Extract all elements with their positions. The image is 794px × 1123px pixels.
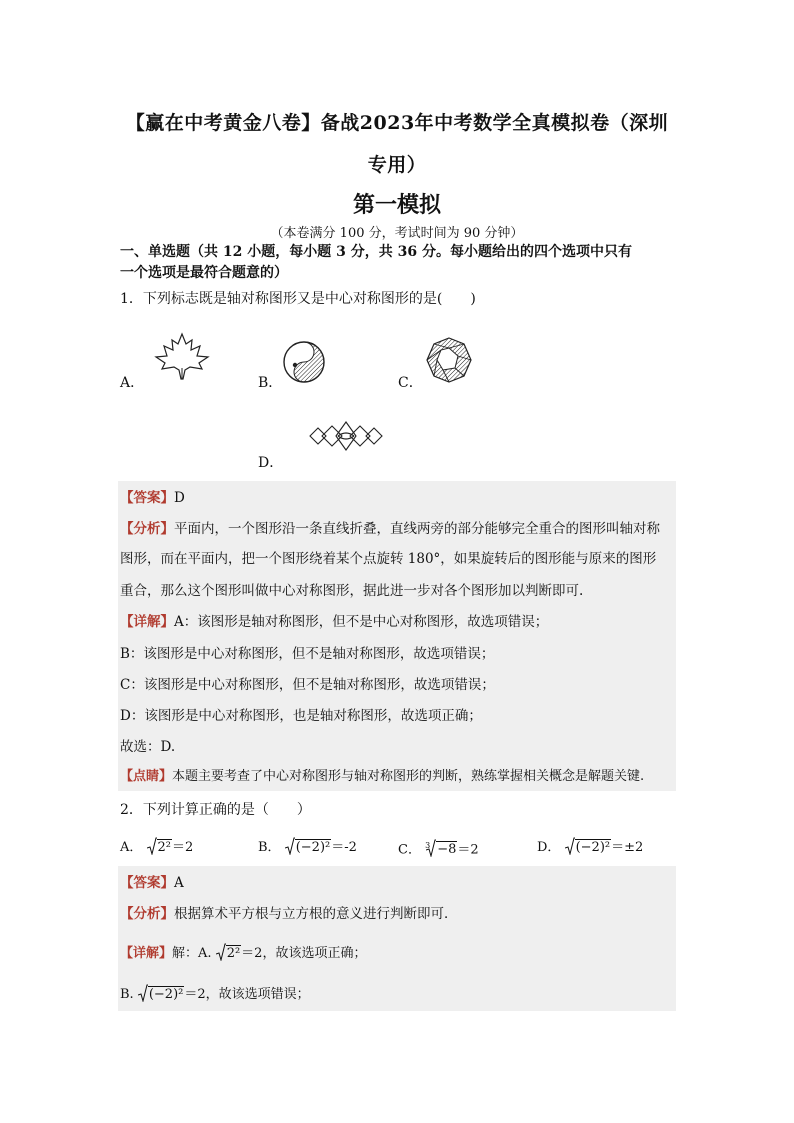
q2-option-c-label: C． (398, 842, 421, 858)
q2-detail-a-sqrt (216, 943, 241, 963)
title-line-2: 专用） (367, 154, 427, 176)
q2-option-b-sqrt (285, 837, 332, 857)
diamond-chain-figure (300, 418, 392, 454)
q2-answer-tag: 【答案】 (120, 875, 174, 891)
q2-option-c-rhs: ＝2 (457, 842, 479, 858)
q2-stem: 2．下列计算正确的是（ ） (120, 802, 311, 818)
q1-comment-tag: 【点睛】 (120, 769, 173, 784)
q2-detail-intro: 解：A. (172, 946, 212, 961)
sqrt-sign-icon (216, 943, 226, 961)
q2-option-a (120, 837, 193, 857)
q1-analysis-line3: 重合，那么这个图形叫做中心对称图形，据此进一步对各个图形加以判断即可. (120, 583, 584, 599)
q1-detail-line-b: B：该图形是中心对称图形，但不是轴对称图形，故选项错误； (120, 646, 495, 662)
q2-option-a-label: A． (120, 840, 143, 855)
q1-detail-line-d: D：该图形是中心对称图形，也是轴对称图形，故选项正确； (120, 708, 482, 724)
q2-detail-b-radicand: (−2)² (148, 987, 184, 1002)
q2-option-d (537, 837, 643, 857)
q2-option-d-rhs: ＝±2 (611, 840, 644, 855)
q1-analysis-line1 (120, 520, 660, 538)
sqrt-sign-icon (285, 837, 295, 855)
q2-b-radicand: (−2)² (295, 840, 331, 855)
q1-detail-line-a (120, 613, 548, 631)
title-line-1: 【赢在中考黄金八卷】备战2023年中考数学全真模拟卷（深圳 (125, 112, 669, 134)
q2-option-c-cuberoot (425, 837, 457, 859)
q2-option-d-label: D． (537, 840, 561, 855)
q2-detail-b-sqrt (138, 984, 185, 1004)
exam-note: （本卷满分 100 分，考试时间为 90 分钟） (270, 226, 524, 241)
q2-analysis-line (120, 905, 458, 923)
section-heading-line1: 一、单选题（共 12 小题，每小题 3 分，共 36 分。每小题给出的四个选项中只有 (120, 244, 632, 260)
sqrt-sign-icon (147, 837, 157, 855)
root-sign-icon (426, 839, 436, 857)
q2-detail-a-rhs: ＝2，故该选项正确； (241, 946, 367, 961)
q2-option-a-rhs: ＝2 (172, 840, 194, 855)
q1-detail-line-c: C：该图形是中心对称图形，但不是轴对称图形，故选项错误； (120, 677, 495, 693)
section-heading-line2: 一个选项是最符合题意的） (120, 265, 288, 281)
q2-answer-value: A (174, 875, 184, 891)
q1-answer-value: D (174, 490, 185, 506)
cube-root-index: 3 (425, 841, 431, 850)
q1-answer-line (120, 489, 185, 507)
q2-a-radicand: 2² (157, 840, 172, 855)
q2-option-a-sqrt (147, 837, 172, 857)
sqrt-sign-icon (138, 984, 148, 1002)
q2-detail-line-a (120, 943, 366, 963)
q1-option-c-label: C． (398, 375, 423, 391)
pinwheel-figure (425, 336, 473, 384)
q1-option-b-label: B． (258, 375, 283, 391)
q2-detail-b-label: B. (120, 987, 134, 1002)
sqrt-sign-icon (565, 837, 575, 855)
q2-detail-b-rhs: ＝2，故该选项错误； (184, 987, 310, 1002)
q2-analysis-tag: 【分析】 (120, 906, 174, 922)
q1-analysis-line2: 图形，而在平面内，把一个图形绕着某个点旋转 180°，如果旋转后的图形能与原来的图形 (120, 551, 657, 567)
q1-option-d-label: D． (258, 455, 284, 471)
q1-comment-text: 本题主要考查了中心对称图形与轴对称图形的判断，熟练掌握相关概念是解题关键. (172, 769, 645, 784)
q2-detail-a-radicand: 2² (226, 946, 241, 961)
yin-yang-figure (282, 340, 326, 384)
q2-d-radicand: (−2)² (575, 840, 611, 855)
subtitle: 第一模拟 (352, 192, 441, 218)
q2-detail-tag: 【详解】 (120, 946, 173, 961)
q1-analysis-tag: 【分析】 (120, 521, 174, 537)
q2-detail-line-b (120, 984, 310, 1004)
q2-c-radicand: −8 (437, 842, 457, 858)
q2-analysis-text: 根据算术平方根与立方根的意义进行判断即可． (174, 906, 458, 922)
q1-detail-tag: 【详解】 (120, 614, 174, 630)
q1-answer-tag: 【答案】 (120, 490, 174, 506)
q2-option-b-label: B． (258, 840, 281, 855)
q2-option-c (398, 837, 479, 859)
maple-leaf-figure (152, 332, 212, 380)
q1-option-a-label: A． (120, 375, 145, 391)
q1-detail-a-text: A：该图形是轴对称图形，但不是中心对称图形，故选项错误； (174, 614, 549, 630)
q2-answer-line (120, 874, 184, 892)
q1-stem: 1．下列标志既是轴对称图形又是中心对称图形的是( ) (120, 291, 476, 307)
q1-comment-line (120, 768, 644, 786)
q2-option-b-rhs: ＝-2 (331, 840, 357, 855)
q2-option-d-sqrt (565, 837, 612, 857)
q2-option-b (258, 837, 357, 857)
q1-conclusion: 故选：D. (120, 739, 176, 755)
q1-analysis-text1: 平面内，一个图形沿一条直线折叠，直线两旁的部分能够完全重合的图形叫轴对称 (174, 521, 660, 537)
